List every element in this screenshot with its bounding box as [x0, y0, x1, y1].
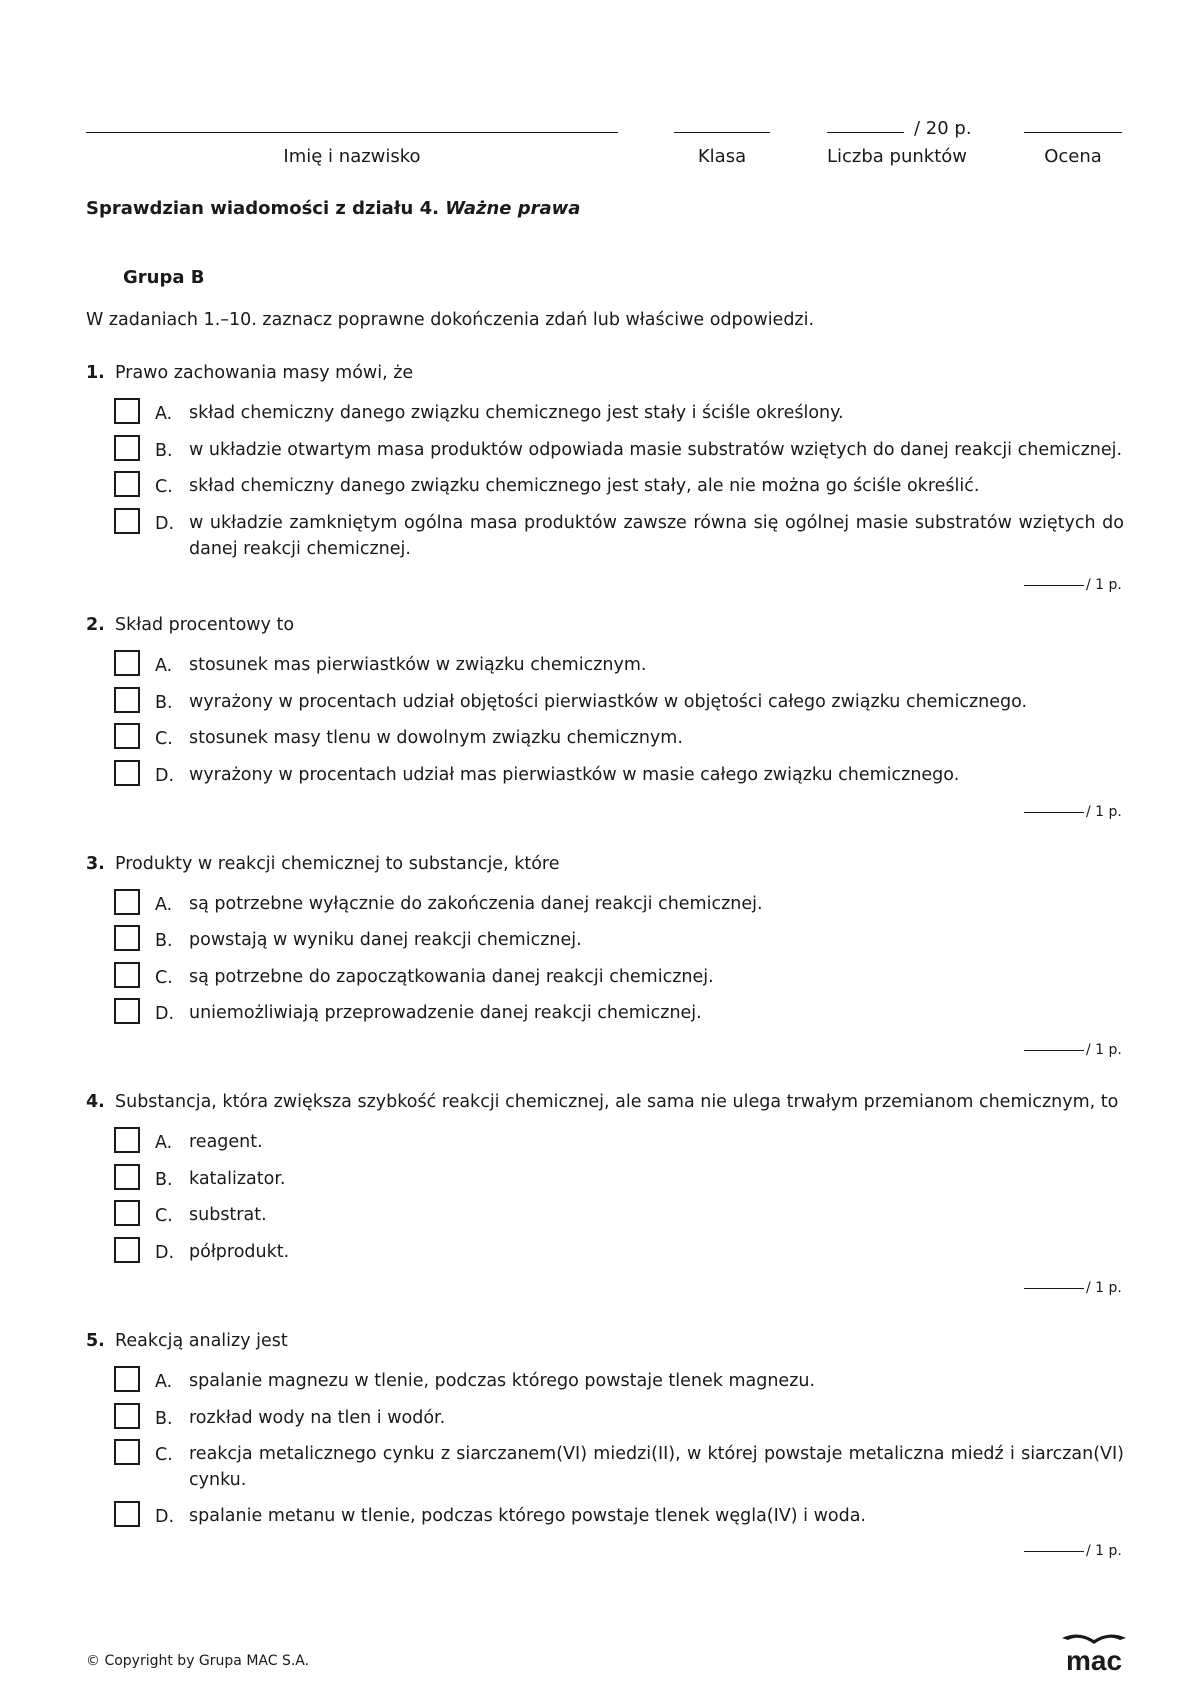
- points-field-line[interactable]: [827, 132, 904, 133]
- worksheet-title: [86, 198, 580, 219]
- option-letter: A.: [155, 1372, 173, 1392]
- answer-checkbox[interactable]: [114, 1127, 140, 1153]
- question-number: 1.: [86, 363, 105, 383]
- answer-checkbox[interactable]: [114, 723, 140, 749]
- score-field-1[interactable]: [1024, 577, 1122, 593]
- option-text: katalizator.: [189, 1169, 286, 1189]
- score-label: / 1 p.: [1086, 804, 1122, 820]
- answer-checkbox[interactable]: [114, 398, 140, 424]
- option-letter: A.: [155, 656, 173, 676]
- score-field-2[interactable]: [1024, 804, 1122, 820]
- answer-checkbox[interactable]: [114, 650, 140, 676]
- question-number: 4.: [86, 1092, 105, 1112]
- question-number: 3.: [86, 854, 105, 874]
- answer-checkbox[interactable]: [114, 435, 140, 461]
- score-line: [1024, 1288, 1084, 1289]
- option-letter: C.: [155, 968, 173, 988]
- question-text: Skład procentowy to: [115, 615, 295, 635]
- answer-checkbox[interactable]: [114, 925, 140, 951]
- class-field-line[interactable]: [674, 132, 770, 133]
- option-text: uniemożliwiają przeprowadzenie danej reakcji chemicznej.: [189, 1003, 702, 1023]
- answer-checkbox[interactable]: [114, 687, 140, 713]
- points-max-label: / 20 p.: [914, 118, 972, 139]
- option-letter: C.: [155, 1445, 173, 1465]
- option-text: reagent.: [189, 1132, 263, 1152]
- option-text: w układzie zamkniętym ogólna masa produktów zawsze równa się ogólnej masie substratów wziętych do danej reakcji chemicznej.: [189, 513, 1124, 559]
- score-field-3[interactable]: [1024, 1042, 1122, 1058]
- option-text: stosunek masy tlenu w dowolnym związku chemicznym.: [189, 728, 683, 748]
- grade-field-line[interactable]: [1024, 132, 1122, 133]
- question-number: 5.: [86, 1331, 105, 1351]
- option-letter: D.: [155, 514, 175, 534]
- option-text: spalanie metanu w tlenie, podczas którego powstaje tlenek węgla(IV) i woda.: [189, 1506, 866, 1526]
- score-line: [1024, 585, 1084, 586]
- answer-checkbox[interactable]: [114, 760, 140, 786]
- answer-checkbox[interactable]: [114, 998, 140, 1024]
- group-label: Grupa B: [123, 267, 205, 288]
- answer-checkbox[interactable]: [114, 471, 140, 497]
- name-field-line[interactable]: [86, 132, 618, 133]
- option-letter: C.: [155, 1206, 173, 1226]
- option-text: wyrażony w procentach udział objętości pierwiastków w objętości całego związku chemicznego.: [189, 692, 1028, 712]
- option-text: spalanie magnezu w tlenie, podczas którego powstaje tlenek magnezu.: [189, 1371, 816, 1391]
- name-field-label: Imię i nazwisko: [283, 146, 421, 167]
- option-letter: D.: [155, 766, 175, 786]
- option-letter: A.: [155, 1133, 173, 1153]
- option-text: są potrzebne wyłącznie do zakończenia danej reakcji chemicznej.: [189, 894, 763, 914]
- option-text: powstają w wyniku danej reakcji chemicznej.: [189, 930, 582, 950]
- answer-checkbox[interactable]: [114, 508, 140, 534]
- answer-checkbox[interactable]: [114, 1439, 140, 1465]
- answer-checkbox[interactable]: [114, 1200, 140, 1226]
- option-text: reakcja metalicznego cynku z siarczanem(VI) miedzi(II), w której powstaje metaliczna miedź i siarczan(VI) cynku.: [189, 1444, 1124, 1490]
- title-italic: Ważne prawa: [445, 198, 581, 219]
- option-letter: D.: [155, 1243, 175, 1263]
- option-text: substrat.: [189, 1205, 267, 1225]
- question-text: Reakcją analizy jest: [115, 1331, 288, 1351]
- title-main: Sprawdzian wiadomości z działu 4.: [86, 198, 446, 219]
- score-line: [1024, 1050, 1084, 1051]
- score-field-5[interactable]: [1024, 1543, 1122, 1559]
- question-4: [86, 1092, 1126, 1112]
- question-2: [86, 615, 1126, 635]
- option-text: stosunek mas pierwiastków w związku chemicznym.: [189, 655, 647, 675]
- option-text: w układzie otwartym masa produktów odpowiada masie substratów wziętych do danej reakcji chemicznej.: [189, 440, 1123, 460]
- option-letter: B.: [155, 441, 173, 461]
- points-field-label: Liczba punktów: [826, 146, 967, 167]
- question-header: [86, 615, 1126, 635]
- option-text: wyrażony w procentach udział mas pierwiastków w masie całego związku chemicznego.: [189, 765, 960, 785]
- option-letter: B.: [155, 1170, 173, 1190]
- score-label: / 1 p.: [1086, 1280, 1122, 1296]
- option-text: skład chemiczny danego związku chemicznego jest stały i ściśle określony.: [189, 403, 844, 423]
- answer-checkbox[interactable]: [114, 1164, 140, 1190]
- question-header: [86, 854, 1126, 874]
- option-letter: C.: [155, 477, 173, 497]
- score-line: [1024, 812, 1084, 813]
- question-text: Substancja, która zwiększa szybkość reakcji chemicznej, ale sama nie ulega trwałym przemianom chemicznym, to: [115, 1092, 1119, 1112]
- copyright-text: © Copyright by Grupa MAC S.A.: [86, 1653, 310, 1669]
- answer-checkbox[interactable]: [114, 1237, 140, 1263]
- question-header: [86, 363, 1126, 383]
- option-letter: C.: [155, 729, 173, 749]
- score-label: / 1 p.: [1086, 577, 1122, 593]
- question-5: [86, 1331, 1126, 1351]
- grade-field-label: Ocena: [1044, 146, 1102, 167]
- answer-checkbox[interactable]: [114, 889, 140, 915]
- option-text: półprodukt.: [189, 1242, 290, 1262]
- question-header: [86, 1092, 1126, 1112]
- class-field-label: Klasa: [697, 146, 747, 167]
- option-letter: A.: [155, 404, 173, 424]
- question-text: Produkty w reakcji chemicznej to substancje, które: [115, 854, 560, 874]
- question-header: [86, 1331, 1126, 1351]
- answer-checkbox[interactable]: [114, 962, 140, 988]
- option-letter: B.: [155, 931, 173, 951]
- instruction-text: W zadaniach 1.–10. zaznacz poprawne dokończenia zdań lub właściwe odpowiedzi.: [86, 310, 815, 330]
- score-field-4[interactable]: [1024, 1280, 1122, 1296]
- option-letter: A.: [155, 895, 173, 915]
- score-label: / 1 p.: [1086, 1543, 1122, 1559]
- answer-checkbox[interactable]: [114, 1403, 140, 1429]
- option-text: rozkład wody na tlen i wodór.: [189, 1408, 446, 1428]
- option-letter: B.: [155, 693, 173, 713]
- score-line: [1024, 1551, 1084, 1552]
- mac-logo-icon: [1058, 1628, 1130, 1678]
- option-letter: B.: [155, 1409, 173, 1429]
- question-1: [86, 363, 1126, 383]
- answer-checkbox[interactable]: [114, 1366, 140, 1392]
- question-number: 2.: [86, 615, 105, 635]
- option-text: są potrzebne do zapoczątkowania danej reakcji chemicznej.: [189, 967, 714, 987]
- score-label: / 1 p.: [1086, 1042, 1122, 1058]
- logo-text: mac: [1065, 1645, 1123, 1676]
- option-text: skład chemiczny danego związku chemicznego jest stały, ale nie można go ściśle określić.: [189, 476, 980, 496]
- question-3: [86, 854, 1126, 874]
- answer-checkbox[interactable]: [114, 1501, 140, 1527]
- question-text: Prawo zachowania masy mówi, że: [115, 363, 414, 383]
- option-letter: D.: [155, 1004, 175, 1024]
- option-letter: D.: [155, 1507, 175, 1527]
